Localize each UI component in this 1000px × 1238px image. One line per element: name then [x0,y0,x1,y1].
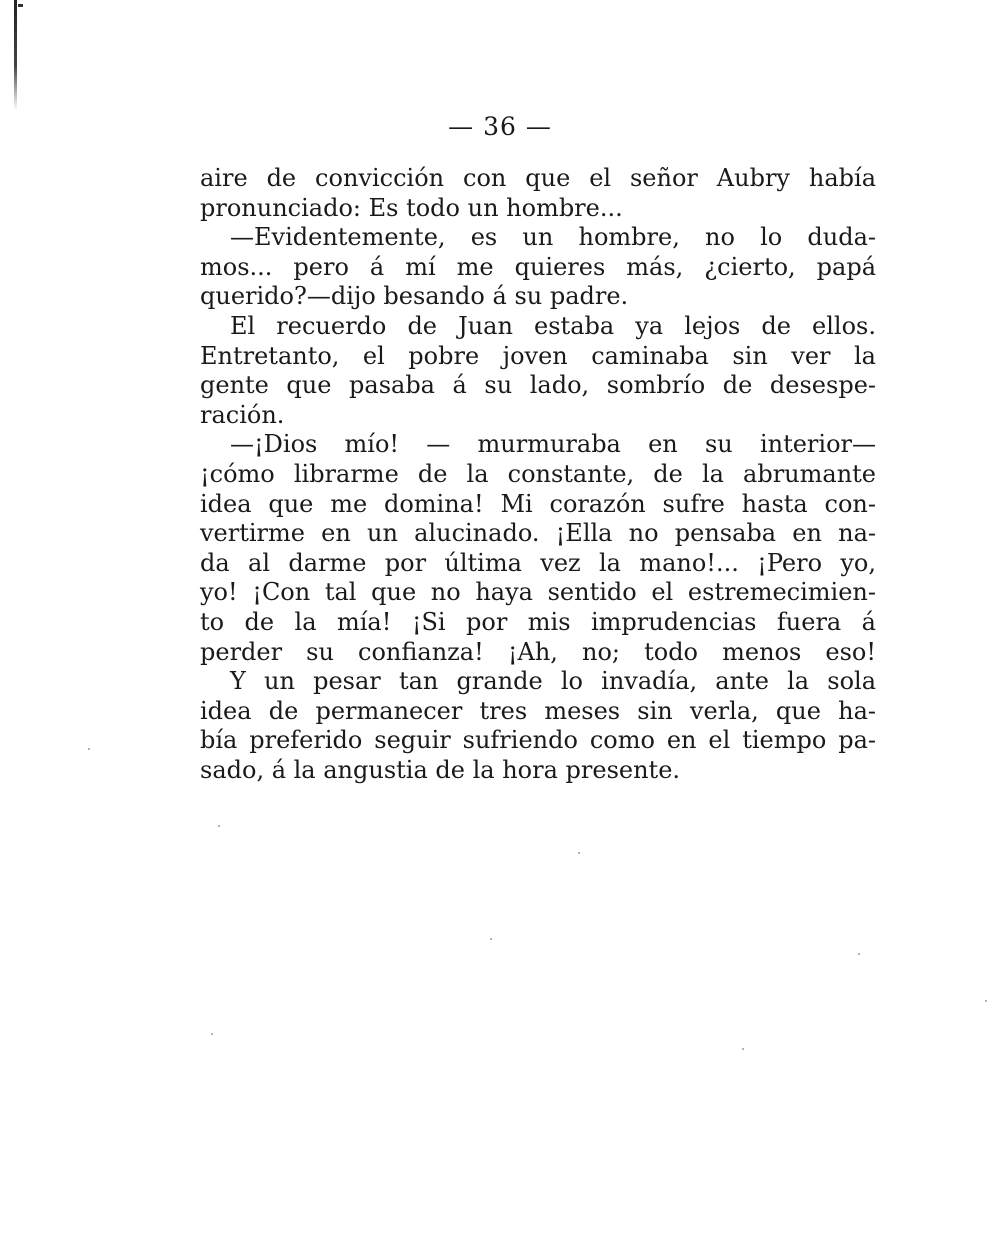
scan-speck [578,852,580,854]
text-line: mos... pero á mí me quieres más, ¿cierto, papá [200,252,876,281]
scan-speck [858,953,860,955]
body-text [200,164,876,785]
scan-edge-tick [18,4,23,7]
text-line: vertirme en un alucinado. ¡Ella no pensaba en na- [200,519,876,548]
text-line: idea que me domina! Mi corazón sufre hasta con- [200,489,876,518]
scan-speck [490,938,492,940]
scan-edge-mark [14,0,17,110]
text-line: Y un pesar tan grande lo invadía, ante la sola [230,667,876,696]
text-line: Entretanto, el pobre joven caminaba sin ver la [200,341,876,370]
text-line: querido?—dijo besando á su padre. [200,282,629,311]
text-line: sado, á la angustia de la hora presente. [200,755,681,784]
scan-speck [211,1033,213,1035]
text-line: —Evidentemente, es un hombre, no lo duda- [230,223,876,252]
text-line: da al darme por última vez la mano!... ¡Pero yo, [200,548,876,577]
scan-speck [88,748,90,750]
text-line: aire de convicción con que el señor Aubry había [200,164,876,192]
text-line: El recuerdo de Juan estaba ya lejos de ellos. [230,311,876,340]
text-line: gente que pasaba á su lado, sombrío de desespe- [200,371,876,400]
scan-speck [218,825,220,827]
text-line: yo! ¡Con tal que no haya sentido el estremecimien- [200,578,876,607]
text-line: idea de permanecer tres meses sin verla, que ha- [200,696,876,725]
text-line: ¡cómo librarme de la constante, de la abrumante [200,459,876,488]
scan-speck [985,1000,987,1002]
text-line: perder su confianza! ¡Ah, no; todo menos eso! [200,637,876,666]
text-line: pronunciado: Es todo un hombre... [200,193,623,222]
text-line: —¡Dios mío! — murmuraba en su interior— [230,430,876,459]
text-line: ración. [200,400,285,429]
text-line: bía preferido seguir sufriendo como en el tiempo pa- [200,726,876,755]
text-line: to de la mía! ¡Si por mis imprudencias fuera á [200,607,876,636]
page-number: — 36 — [448,112,552,141]
scan-speck [742,1048,744,1050]
